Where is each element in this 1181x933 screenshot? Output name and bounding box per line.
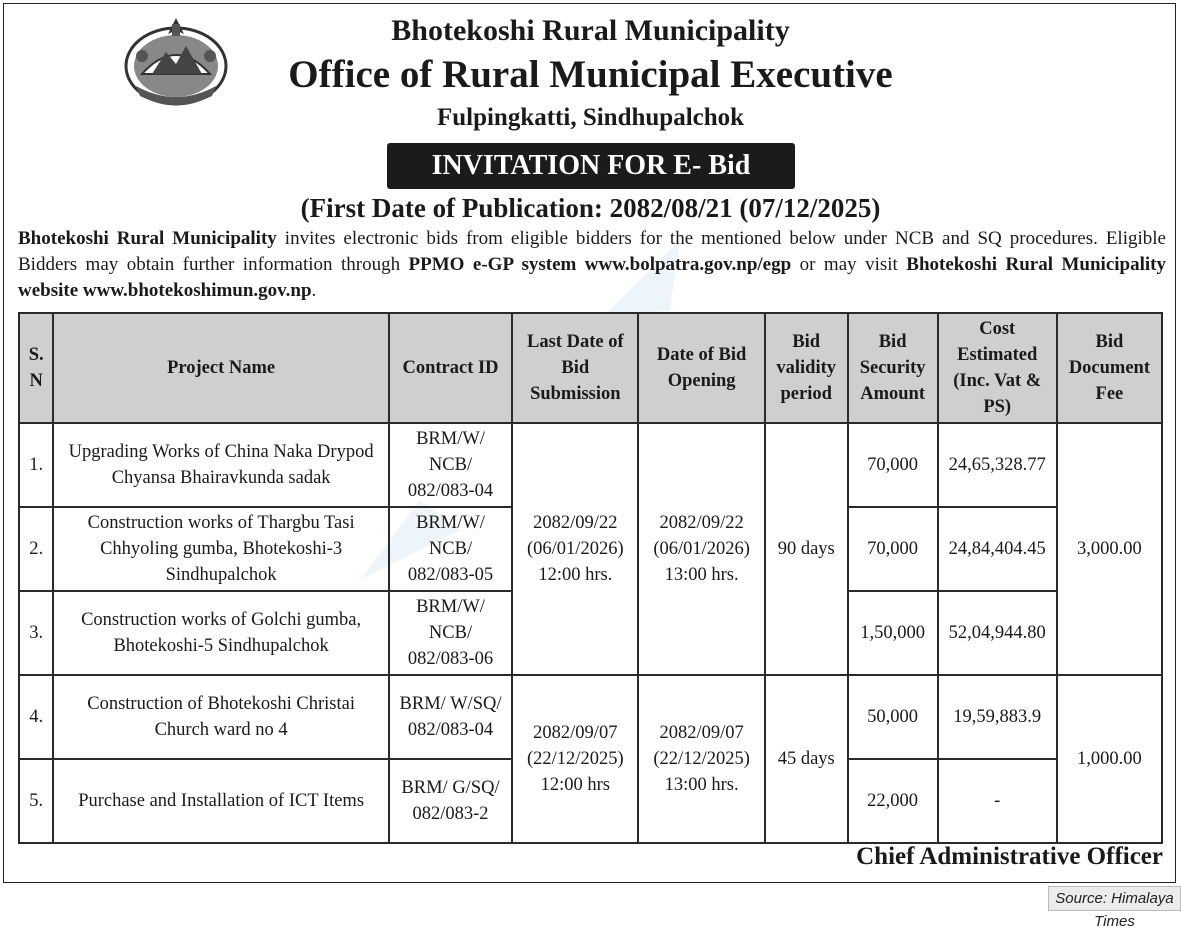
municipality-name: Bhotekoshi Rural Municipality (391, 14, 790, 47)
header-security: Bid Security Amount (848, 313, 938, 423)
row-project: Construction of Bhotekoshi Christai Church ward no 4 (53, 675, 389, 759)
intro-text-1: invites electronic bids from eligible bidders for the mentioned below under NCB and SQ procedures. Eligible Bidders may obtain further information through (18, 228, 1166, 275)
row-contract: BRM/W/ NCB/ 082/083-05 (389, 507, 512, 591)
intro-website: Bhotekoshi Rural Municipality website www.bhotekoshimun.gov.np (18, 254, 1166, 301)
row-project: Construction works of Thargbu Tasi Chhyoling gumba, Bhotekoshi-3 Sindhupalchok (53, 507, 389, 591)
invitation-banner: INVITATION FOR E- Bid (387, 143, 795, 189)
office-location: Fulpingkatti, Sindhupalchok (436, 104, 745, 131)
header-sn: S. N (19, 313, 53, 423)
header-opening-date: Date of Bid Opening (638, 313, 764, 423)
row-cost: 52,04,944.80 (938, 591, 1057, 675)
table-row (19, 423, 1162, 507)
office-title: Office of Rural Municipal Executive (288, 53, 893, 96)
row-sn: 2. (19, 507, 53, 591)
row-security: 1,50,000 (848, 591, 938, 675)
row-cost: 24,84,404.45 (938, 507, 1057, 591)
intro-paragraph (18, 226, 1166, 304)
source-credit: Source: Himalaya Times (1048, 886, 1181, 911)
intro-org: Bhotekoshi Rural Municipality (18, 228, 277, 249)
row-security: 22,000 (848, 759, 938, 843)
publication-date: (First Date of Publication: 2082/08/21 (07/12/2025) (300, 193, 881, 223)
header-cost: Cost Estimated (Inc. Vat & PS) (938, 313, 1057, 423)
header-last-date: Last Date of Bid Submission (512, 313, 638, 423)
row-contract: BRM/ G/SQ/ 082/083-2 (389, 759, 512, 843)
group2-submission: 2082/09/07 (22/12/2025) 12:00 hrs (512, 675, 638, 843)
signature-title: Chief Administrative Officer (856, 843, 1163, 870)
intro-text-2: or may visit (791, 254, 907, 275)
row-project: Construction works of Golchi gumba, Bhotekoshi-5 Sindhupalchok (53, 591, 389, 675)
row-sn: 4. (19, 675, 53, 759)
row-cost: - (938, 759, 1057, 843)
header-fee: Bid Document Fee (1057, 313, 1162, 423)
row-contract: BRM/W/ NCB/ 082/083-04 (389, 423, 512, 507)
row-cost: 24,65,328.77 (938, 423, 1057, 507)
row-contract: BRM/W/ NCB/ 082/083-06 (389, 591, 512, 675)
intro-text-3: . (311, 280, 317, 301)
header-project-name: Project Name (53, 313, 389, 423)
row-sn: 1. (19, 423, 53, 507)
row-contract: BRM/ W/SQ/ 082/083-04 (389, 675, 512, 759)
row-project: Purchase and Installation of ICT Items (53, 759, 389, 843)
row-security: 70,000 (848, 423, 938, 507)
row-sn: 5. (19, 759, 53, 843)
header-contract-id: Contract ID (389, 313, 512, 423)
group1-submission: 2082/09/22 (06/01/2026) 12:00 hrs. (512, 423, 638, 675)
row-security: 50,000 (848, 675, 938, 759)
group1-opening: 2082/09/22 (06/01/2026) 13:00 hrs. (638, 423, 764, 675)
group2-validity: 45 days (765, 675, 848, 843)
table-row (19, 675, 1162, 759)
row-security: 70,000 (848, 507, 938, 591)
group2-opening: 2082/09/07 (22/12/2025) 13:00 hrs. (638, 675, 764, 843)
group2-fee: 1,000.00 (1057, 675, 1162, 843)
row-project: Upgrading Works of China Naka Drypod Chyansa Bhairavkunda sadak (53, 423, 389, 507)
group1-fee: 3,000.00 (1057, 423, 1162, 675)
row-cost: 19,59,883.9 (938, 675, 1057, 759)
header-validity: Bid validity period (765, 313, 848, 423)
intro-ppmo-link: PPMO e-GP system www.bolpatra.gov.np/egp (408, 254, 792, 275)
table-header-row (19, 313, 1162, 423)
row-sn: 3. (19, 591, 53, 675)
bid-table (18, 312, 1163, 844)
group1-validity: 90 days (765, 423, 848, 675)
